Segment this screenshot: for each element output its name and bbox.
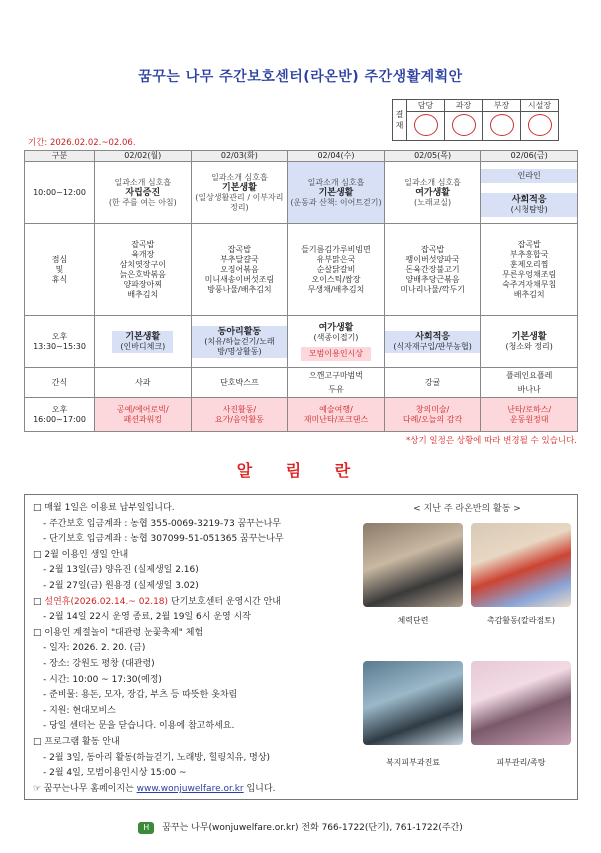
lunch-menu-cell: 들기름김가루비빔면 유부맑은국 순살닭갈비 오이스틱/쌈장 무생채/배추김치	[288, 224, 385, 316]
lunch-menu-cell: 잡곡밥 팽이버섯양파국 돈육간장불고기 양배추당근볶음 미나리나물/깍두기	[384, 224, 481, 316]
morning-cell: 인라인 사회적응 (시청탐방)	[481, 162, 578, 224]
notice-line: □ 매월 1일은 이용료 납부일입니다.	[33, 503, 175, 513]
late-activity-cell: 난타/로하스/ 운동원정대	[481, 398, 578, 432]
schedule-table	[24, 150, 578, 432]
snack-cell: 으깬고구마범벅 두유	[288, 368, 385, 398]
row-label-snack: 간식	[25, 368, 95, 398]
morning-cell: 일과소개 심호흡 기본생활 (일상생활관리 / 이부자리정리)	[191, 162, 288, 224]
photo-fitness	[363, 523, 463, 607]
approval-header: 시설장	[521, 100, 559, 112]
row-label-afternoon: 오후 13:30~15:30	[25, 316, 95, 368]
approval-stamp-cell	[521, 112, 559, 141]
lunch-menu-cell: 잡곡밥 육개장 삼치엿장구이 늙은호박볶음 양파장아찌 배추김치	[95, 224, 192, 316]
snack-cell: 사과	[95, 368, 192, 398]
approval-stamp-cell	[445, 112, 483, 141]
snack-cell: 강귤	[384, 368, 481, 398]
change-note: *상기 일정은 상황에 따라 변경될 수 있습니다.	[406, 436, 577, 446]
notice-line: - 준비물: 용돈, 모자, 장갑, 부츠 등 따뜻한 옷차림	[43, 690, 238, 701]
award-badge: 모범이용인시상	[301, 347, 371, 361]
photos-title: < 지난 주 라온반의 활동 >	[413, 504, 521, 514]
day-header: 02/04(수)	[288, 151, 385, 162]
notice-heading: 알 림 란	[236, 461, 365, 480]
afternoon-cell: 기본생활 (인바디체크)	[95, 316, 192, 368]
approval-stamp-cell	[407, 112, 445, 141]
late-activity-cell: 예술여행/ 재미난타/포크댄스	[288, 398, 385, 432]
late-activity-cell: 창의미술/ 다례/오늘의 감각	[384, 398, 481, 432]
day-header: 02/06(금)	[481, 151, 578, 162]
notice-line: - 단기보호 입금계좌 : 농협 307099-51-051365 꿈꾸는나무	[43, 534, 284, 545]
notice-line: □ 이용인 계절놀이 "대관령 눈꽃축제" 체험	[33, 627, 204, 638]
afternoon-cell: 기본생활 (청소와 정리)	[481, 316, 578, 368]
photo-caption: 체력단련	[397, 616, 429, 625]
morning-cell: 일과소개 심호흡 자립증진 (한 주를 여는 아침)	[95, 162, 192, 224]
afternoon-cell: 사회적응 (식자재구입/판부농협)	[384, 316, 481, 368]
footer-text: 꿈꾸는 나무(wonjuwelfare.or.kr) 전화 766-1722(단기), 761-1722(주간)	[162, 823, 463, 833]
snack-cell: 단호박스프	[191, 368, 288, 398]
notice-line: - 2월 3일, 동아리 활동(하늘걷기, 노래방, 힐링치유, 명상)	[43, 752, 271, 763]
photo-caption: 복지피부과진료	[385, 758, 441, 767]
notice-line: - 주간보호 입금계좌 : 농협 355-0069-3219-73 꿈꾸는나무	[43, 518, 282, 529]
day-header: 02/02(월)	[95, 151, 192, 162]
seal-stamp	[452, 114, 476, 136]
notice-line: - 일자: 2026. 2. 20. (금)	[43, 643, 146, 654]
notice-line: ☞ 꿈꾸는나무 홈페이지는 www.wonjuwelfare.or.kr 입니다.	[33, 783, 276, 794]
photo-caption: 촉감활동(칼라점토)	[486, 616, 556, 625]
late-activity-cell: 사진활동/ 요가/음악활동	[191, 398, 288, 432]
notice-line: - 2월 14일 22시 운영 종료, 2월 19일 6시 운영 시작	[43, 612, 251, 623]
corner-cell: 구분	[25, 151, 95, 162]
row-label-late: 오후 16:00~17:00	[25, 398, 95, 432]
period-label: 기간: 2026.02.02.~02.06.	[28, 138, 136, 148]
lunch-menu-cell: 잡곡밥 부추달걀국 오징어볶음 미니새송이버섯조림 방풍나물/배추김치	[191, 224, 288, 316]
notice-line: □ 프로그램 활동 안내	[33, 736, 120, 747]
row-label-morning: 10:00~12:00	[25, 162, 95, 224]
approval-header: 담당	[407, 100, 445, 112]
approval-side-label: 결재	[393, 100, 407, 141]
late-activity-cell: 공예/에어로빅/ 패션과워킹	[95, 398, 192, 432]
seal-stamp	[528, 114, 552, 136]
notice-line: □ 2월 이용인 생일 안내	[33, 549, 129, 560]
afternoon-cell: 여가생활 (색종이접기) 모범이용인시상	[288, 316, 385, 368]
homepage-link[interactable]: www.wonjuwelfare.or.kr	[136, 783, 244, 794]
photo-caption: 피부관리/족탕	[496, 758, 546, 767]
photo-clay	[471, 523, 571, 607]
approval-header: 부장	[483, 100, 521, 112]
activity-photos	[359, 501, 575, 797]
notice-line: □ 설연휴(2026.02.14.~ 02.18) 단기보호센터 운영시간 안내	[33, 596, 281, 607]
approval-stamp-cell	[483, 112, 521, 141]
notice-line: - 지원: 현대모비스	[43, 705, 116, 716]
notice-line: - 당일 센터는 문을 닫습니다. 이용에 참고하세요.	[43, 721, 235, 732]
lunch-menu-cell: 잡곡밥 부추흥합국 훈제오리찜 무른우엉채조림 숙주겨자채무침 배추김치	[481, 224, 578, 316]
row-label-lunch: 점심 및 휴식	[25, 224, 95, 316]
seal-stamp	[490, 114, 514, 136]
page-title: 꿈꾸는 나무 주간보호센터(라온반) 주간생활계획안	[138, 69, 463, 85]
snack-cell: 플레인요플레 바나나	[481, 368, 578, 398]
photo-clinic	[363, 661, 463, 745]
notice-line: - 시간: 10:00 ~ 17:30(예정)	[43, 674, 162, 685]
notice-text	[33, 501, 363, 797]
seal-stamp	[414, 114, 438, 136]
morning-cell: 일과소개 심호흡 기본생활 (운동과 산책: 이어트걷기)	[288, 162, 385, 224]
morning-cell: 일과소개 심호흡 여가생활 (노래교실)	[384, 162, 481, 224]
notice-box	[24, 494, 578, 800]
day-header: 02/03(화)	[191, 151, 288, 162]
logo-icon: H	[138, 822, 154, 834]
footer	[0, 820, 601, 834]
notice-line: - 장소: 강원도 평창 (대관령)	[43, 658, 155, 669]
approval-header: 과장	[445, 100, 483, 112]
approval-box	[392, 99, 559, 141]
notice-line: - 2월 13일(금) 양유진 (실제생일 2.16)	[43, 565, 199, 576]
day-header: 02/05(목)	[384, 151, 481, 162]
notice-line: - 2월 27일(금) 원용경 (실제생일 3.02)	[43, 580, 199, 591]
notice-line: - 2월 4일, 모범이용인시상 15:00 ~	[43, 768, 187, 779]
photo-skincare	[471, 661, 571, 745]
afternoon-cell: 동아리활동 (치유/하늘걷기/노래방/명상활동)	[191, 316, 288, 368]
